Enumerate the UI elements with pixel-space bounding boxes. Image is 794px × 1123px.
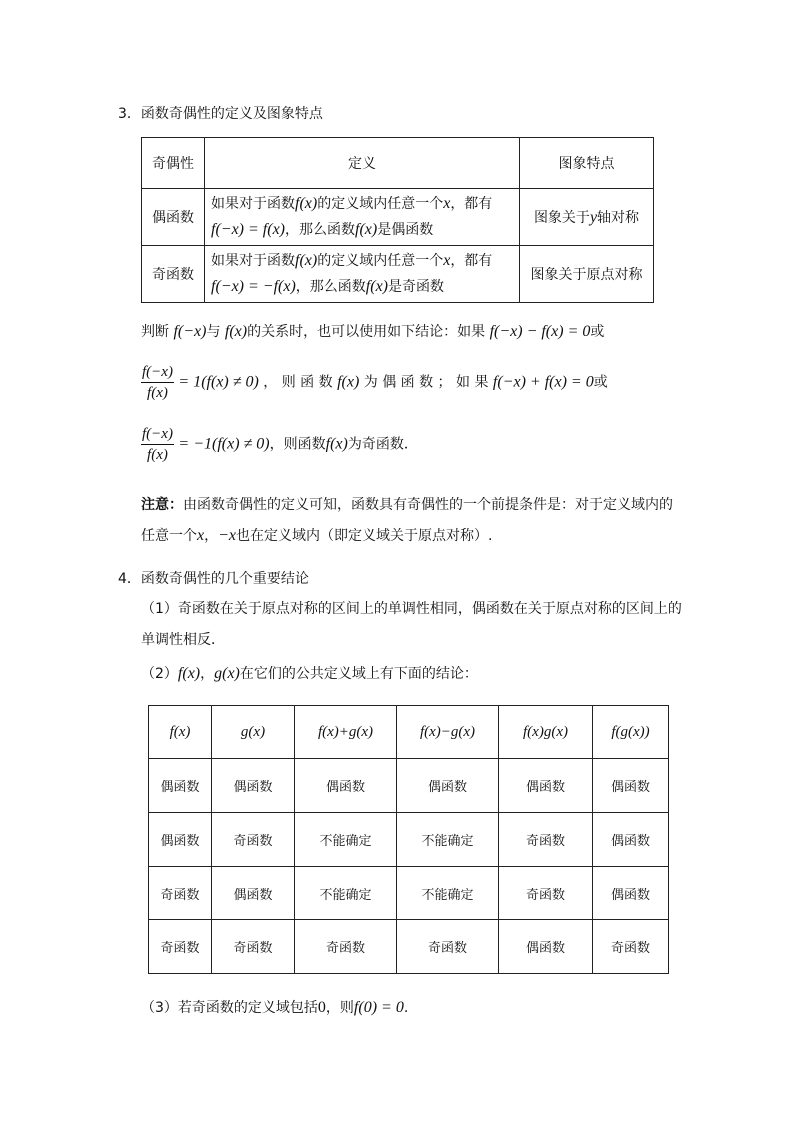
fraction [141, 362, 174, 403]
row-name: 奇函数 [142, 246, 205, 303]
denominator: f(x) [147, 447, 168, 463]
note-line-1 [141, 494, 673, 514]
text: （3）若奇函数的定义域包括 [141, 1000, 318, 1016]
text: 任意一个 [141, 528, 197, 544]
table-cell: 偶函数 [295, 759, 397, 813]
table-cell: 偶函数 [593, 759, 669, 813]
math-condition: = −1(f(x) ≠ 0) [178, 435, 270, 453]
math-fx: f(x) [325, 435, 348, 453]
table-row [149, 759, 669, 813]
header-cell: f(x) [149, 706, 212, 759]
text: ，则函数 [269, 436, 326, 453]
math-equation: f(0) = 0 [353, 999, 404, 1016]
text: ， [200, 666, 215, 682]
section-4-title: 4．函数奇偶性的几个重要结论 [118, 571, 309, 587]
def-text: 是奇函数 [388, 279, 444, 295]
math-x: x [443, 252, 451, 269]
numerator: f(−x) [141, 424, 174, 445]
table-cell: 奇函数 [593, 920, 669, 974]
row-definition [205, 246, 520, 303]
header-graph-feature: 图象特点 [520, 138, 654, 189]
table-row [149, 813, 669, 867]
math-neg-x: −x [218, 527, 237, 544]
text: 与 [206, 324, 221, 340]
math-fx: f(x) [224, 323, 248, 340]
table-cell: 奇函数 [149, 867, 212, 920]
table-cell: 不能确定 [397, 813, 499, 867]
math-condition: = 1(f(x) ≠ 0) [178, 373, 259, 391]
header-definition: 定义 [205, 138, 520, 189]
table-cell: 不能确定 [295, 813, 397, 867]
table-cell: 奇函数 [212, 813, 295, 867]
math-y: y [589, 209, 598, 226]
math-f-neg-x: f(−x) [173, 323, 207, 340]
table-cell: 偶函数 [593, 867, 669, 920]
text: 或 [590, 324, 605, 340]
def-text: 是偶函数 [377, 222, 434, 238]
row-name: 偶函数 [142, 189, 205, 246]
table-cell: 奇函数 [212, 920, 295, 974]
parity-definition-table [141, 137, 654, 303]
section-3-title: 3．函数奇偶性的定义及图象特点 [118, 106, 323, 122]
row-graph-feature [520, 189, 654, 246]
table-cell: 奇函数 [149, 920, 212, 974]
math-fx: f(x) [295, 252, 318, 269]
header-cell: f(x)+g(x) [295, 706, 397, 759]
table-row [149, 920, 669, 974]
table-cell: 偶函数 [593, 813, 669, 867]
conclusion-2 [141, 663, 478, 683]
def-text: ，那么函数 [285, 222, 355, 238]
feature-text: 轴对称 [597, 210, 640, 226]
table-cell: 奇函数 [295, 920, 397, 974]
table-cell: 偶函数 [212, 759, 295, 813]
math-equation: f(−x) − f(x) = 0 [489, 323, 591, 340]
math-gx: g(x) [214, 665, 240, 682]
conclusion-1-line-1: （1）奇函数在关于原点对称的区间上的单调性相同，偶函数在关于原点对称的区间上的 [141, 601, 682, 617]
table-cell: 奇函数 [499, 813, 593, 867]
math-x: x [197, 527, 205, 544]
def-text: ，那么函数 [295, 279, 366, 295]
denominator: f(x) [147, 385, 168, 401]
numerator: f(−x) [141, 362, 174, 383]
text: 判断 [141, 324, 169, 340]
math-fx: f(x) [337, 373, 360, 391]
text: ， 则 函 数 [263, 374, 333, 391]
text: 在它们的公共定义域上有下面的结论： [239, 666, 478, 682]
table-cell: 奇函数 [499, 867, 593, 920]
note-line-2 [141, 525, 492, 545]
header-cell: f(x)g(x) [499, 706, 593, 759]
table-cell: 偶函数 [212, 867, 295, 920]
math-zero: 0 [317, 999, 326, 1016]
text: 为 偶 函 数 ； 如 果 [363, 374, 489, 391]
header-cell: g(x) [212, 706, 295, 759]
def-text: 的定义域内任意一个 [317, 253, 444, 269]
paragraph-line-2 [141, 362, 608, 403]
fraction [141, 424, 174, 465]
text: 为奇函数． [347, 436, 418, 453]
table-cell: 偶函数 [499, 920, 593, 974]
text: （2） [141, 666, 178, 682]
table-cell: 偶函数 [397, 759, 499, 813]
paragraph-line-1 [141, 321, 604, 341]
table-cell: 奇函数 [397, 920, 499, 974]
row-graph-feature [520, 246, 654, 303]
text: ， [204, 528, 219, 544]
table-row [149, 867, 669, 920]
conclusion-3 [141, 997, 408, 1017]
math-equation: f(−x) = −f(x) [211, 278, 296, 295]
feature-text: 图象关于原点对称 [530, 267, 643, 283]
table-header-row [142, 138, 654, 189]
header-cell: f(g(x)) [593, 706, 669, 759]
text: 也在定义域内（即定义域关于原点对称）. [236, 528, 493, 544]
math-fx: f(x) [355, 221, 378, 238]
note-label: 注意： [141, 497, 183, 513]
conclusion-1-line-2: 单调性相反． [141, 632, 225, 648]
table-row-even [142, 189, 654, 246]
text: . [403, 1000, 409, 1016]
math-fx: f(x) [177, 665, 201, 682]
math-fx: f(x) [295, 195, 318, 212]
def-text: 的定义域内任意一个 [317, 196, 444, 212]
def-text: ，都有 [450, 253, 493, 269]
table-cell: 偶函数 [499, 759, 593, 813]
text: 由函数奇偶性的定义可知，函数具有奇偶性的一个前提条件是：对于定义域内的 [183, 497, 673, 513]
parity-conclusion-table [148, 705, 669, 974]
header-cell: f(x)−g(x) [397, 706, 499, 759]
def-text: 如果对于函数 [211, 253, 295, 269]
table-cell: 偶函数 [149, 759, 212, 813]
math-x: x [443, 195, 451, 212]
table-row-odd [142, 246, 654, 303]
text: ，则 [325, 1000, 354, 1016]
math-equation: f(−x) + f(x) = 0 [492, 373, 594, 391]
def-text: 如果对于函数 [211, 196, 295, 212]
paragraph-line-3 [141, 424, 418, 465]
table-header-row [149, 706, 669, 759]
header-parity: 奇偶性 [142, 138, 205, 189]
def-text: ，都有 [450, 196, 493, 212]
row-definition [205, 189, 520, 246]
math-fx: f(x) [365, 278, 388, 295]
text: 或 [593, 374, 608, 391]
text: 的关系时，也可以使用如下结论：如果 [247, 324, 486, 340]
table-cell: 偶函数 [149, 813, 212, 867]
feature-text: 图象关于 [533, 210, 590, 226]
table-cell: 不能确定 [397, 867, 499, 920]
math-equation: f(−x) = f(x) [211, 221, 285, 238]
table-cell: 不能确定 [295, 867, 397, 920]
